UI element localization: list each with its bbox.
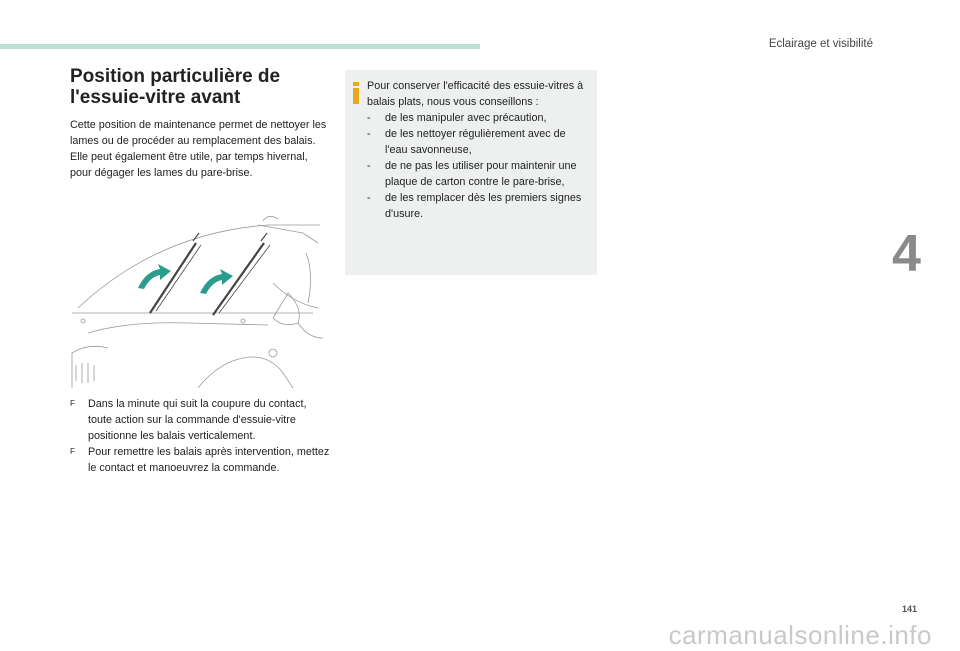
list-item: - de ne pas les utiliser pour maintenir une plaque de carton contre le pare-brise, — [367, 160, 577, 188]
list-item: - de les manipuler avec précaution, — [367, 112, 547, 124]
info-box — [345, 70, 597, 275]
watermark: carmanualsonline.info — [668, 620, 932, 650]
section-title: Eclairage et visibilité — [768, 38, 873, 50]
header-accent-bar — [0, 44, 480, 49]
page-title: Position particulière de l'essuie-vitre avant — [70, 66, 281, 108]
step-text: Dans la minute qui suit la coupure du contact, toute action sur la commande d'essuie-vitre positionne les balais verticalement. — [88, 398, 307, 442]
chapter-number: 4 — [892, 225, 921, 283]
info-list — [367, 110, 587, 222]
step-marker: F — [70, 447, 75, 456]
list-item: - de les remplacer dès les premiers signes d'usure. — [367, 192, 582, 220]
step-marker: F — [70, 399, 75, 408]
list-item — [70, 444, 330, 476]
info-icon — [353, 82, 359, 104]
list-item: - de les nettoyer régulièrement avec de l'eau savonneuse, — [367, 128, 566, 156]
list-item — [70, 396, 330, 444]
step-text: Pour remettre les balais après intervention, mettez le contact et manoeuvrez la commande. — [88, 446, 330, 474]
page-number: 141 — [902, 604, 918, 614]
info-intro: Pour conserver l'efficacité des essuie-vitres à balais plats, nous vous conseillons : — [367, 80, 584, 108]
windscreen-wipers-vertical-illustration — [68, 213, 323, 388]
instruction-steps — [70, 396, 330, 476]
intro-paragraph: Cette position de maintenance permet de nettoyer les lames ou de procéder au remplacement des balais. Elle peut également être utile, par temps hivernal, pour dégager les lames du pare-brise. — [70, 119, 327, 179]
